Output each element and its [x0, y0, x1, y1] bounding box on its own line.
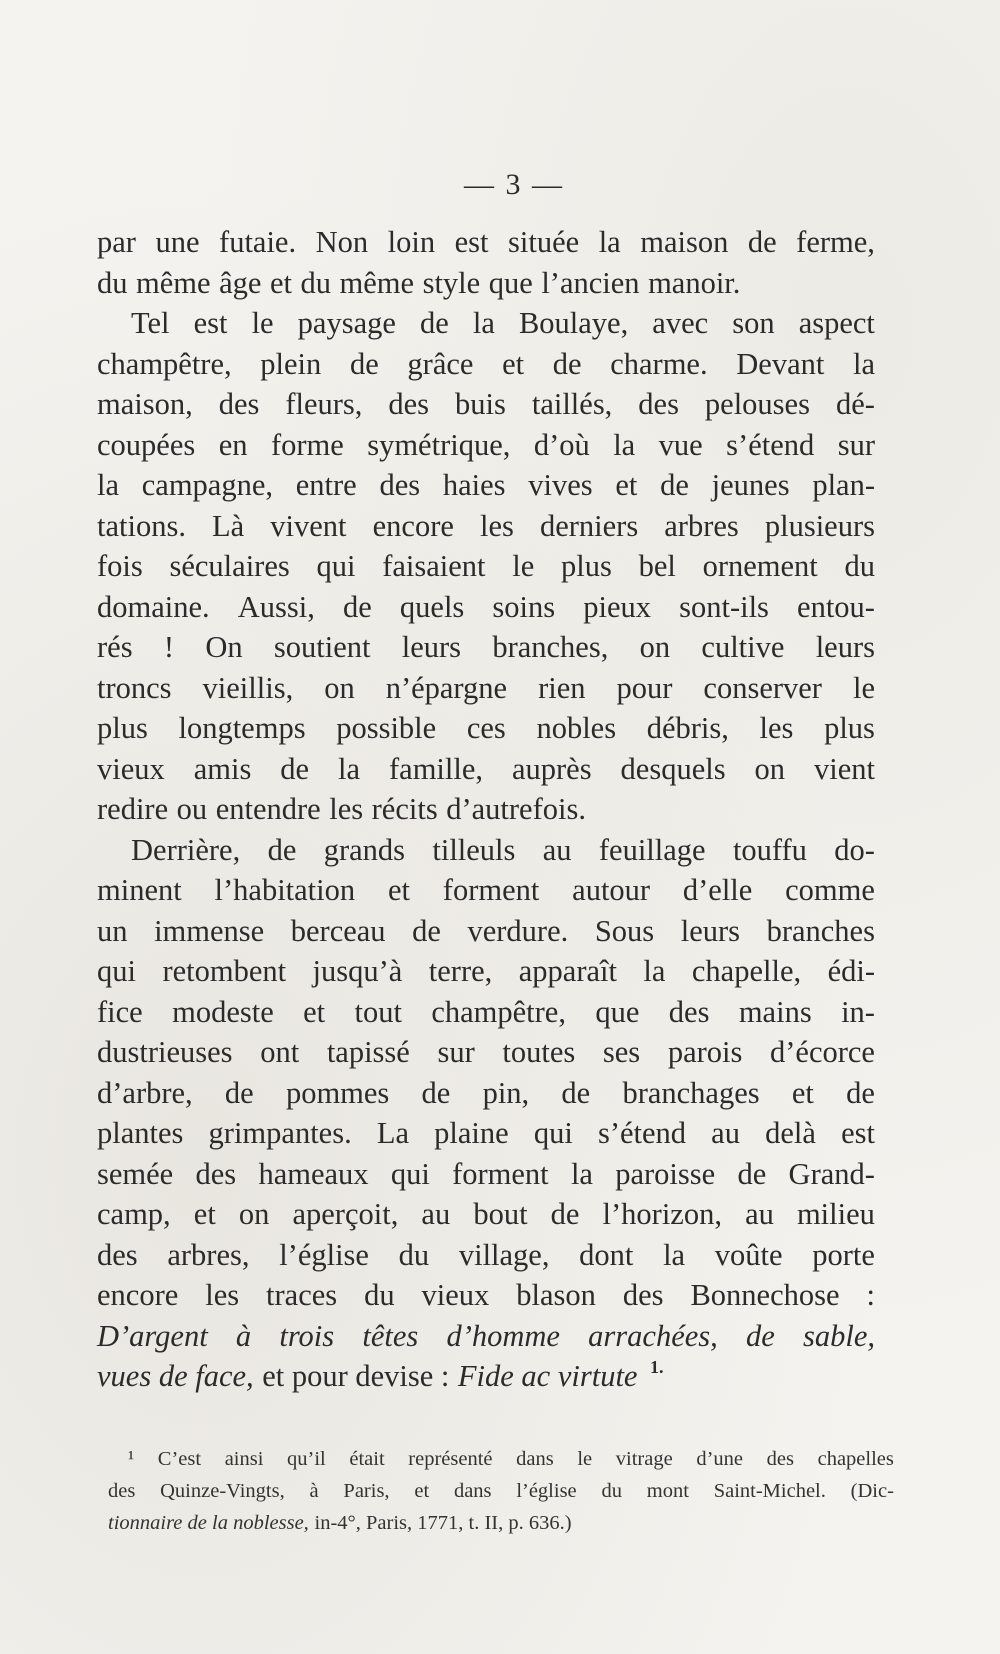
body-text-line: troncs vieillis, on n’épargne rien pour conserver le: [97, 670, 875, 705]
body-text-line: des arbres, l’église du village, dont la voûte porte: [97, 1237, 875, 1272]
body-text-line: vieux amis de la famille, auprès desquels on vient: [97, 751, 875, 786]
blazon-text: D’argent à trois têtes d’homme arrachées, de sable,: [97, 1318, 875, 1353]
body-lines: [97, 222, 875, 1316]
motto-line: [97, 1356, 875, 1397]
footnote-reference: 1.: [649, 1357, 664, 1377]
body-text-line: du même âge et du même style que l’ancien manoir.: [97, 265, 741, 300]
body-text-line: Tel est le paysage de la Boulaye, avec son aspect: [131, 306, 875, 340]
footnote-italic-title: tionnaire de la noblesse,: [108, 1512, 309, 1534]
body-text-line: minent l’habitation et forment autour d’elle comme: [97, 873, 875, 907]
body-text-line: un immense berceau de verdure. Sous leurs branches: [97, 913, 875, 948]
footnote-citation: in-4°, Paris, 1771, t. II, p. 636.): [314, 1512, 572, 1534]
body-text-line: rés ! On soutient leurs branches, on cultive leurs: [97, 630, 875, 664]
footnote-last-line: [108, 1507, 894, 1539]
blazon-line: [97, 1316, 875, 1357]
footnote-line: ¹ C’est ainsi qu’il était représenté dans le vitrage d’une des chapelles: [128, 1448, 894, 1470]
body-text-line: encore les traces du vieux blason des Bonnechose :: [97, 1278, 875, 1312]
body-text-line: champêtre, plein de grâce et de charme. Devant la: [97, 346, 875, 381]
footnote-line: des Quinze-Vingts, à Paris, et dans l’église du mont Saint-Michel. (Dic-: [108, 1480, 894, 1502]
body-text-line: redire ou entendre les récits d’autrefois.: [97, 792, 586, 826]
footnote: [108, 1443, 894, 1539]
body-text-line: camp, et on aperçoit, au bout de l’horizon, au milieu: [97, 1197, 875, 1231]
motto-italic-start: vues de face,: [97, 1359, 254, 1393]
body-text-line: fice modeste et tout champêtre, que des mains in-: [97, 994, 875, 1029]
page-number: — 3 —: [464, 168, 564, 201]
body-text-line: d’arbre, de pommes de pin, de branchages et de: [97, 1075, 875, 1110]
body-text-line: coupées en forme symétrique, d’où la vue s’étend sur: [97, 427, 875, 462]
body-text-line: par une futaie. Non loin est située la maison de ferme,: [97, 225, 875, 259]
body-text-line: domaine. Aussi, de quels soins pieux sont-ils entou-: [97, 589, 875, 624]
body-text-line: plantes grimpantes. La plaine qui s’étend au delà est: [97, 1116, 875, 1150]
body-text-line: la campagne, entre des haies vives et de jeunes plan-: [97, 468, 875, 502]
motto-plain-middle: et pour devise :: [262, 1359, 450, 1393]
motto-text: Fide ac virtute: [457, 1359, 638, 1393]
body-text-line: tations. Là vivent encore les derniers arbres plusieurs: [97, 508, 875, 543]
body-text: [97, 222, 875, 1397]
body-text-line: semée des hameaux qui forment la paroisse de Grand-: [97, 1156, 875, 1191]
body-text-line: maison, des fleurs, des buis taillés, des pelouses dé-: [97, 387, 875, 421]
footnote-lines: [108, 1443, 894, 1507]
body-text-line: dustrieuses ont tapissé sur toutes ses parois d’écorce: [97, 1035, 875, 1069]
body-text-line: qui retombent jusqu’à terre, apparaît la chapelle, édi-: [97, 954, 875, 988]
body-text-line: Derrière, de grands tilleuls au feuillage touffu do-: [131, 832, 875, 867]
body-text-line: plus longtemps possible ces nobles débris, les plus: [97, 711, 875, 745]
body-text-line: fois séculaires qui faisaient le plus bel ornement du: [97, 549, 875, 583]
